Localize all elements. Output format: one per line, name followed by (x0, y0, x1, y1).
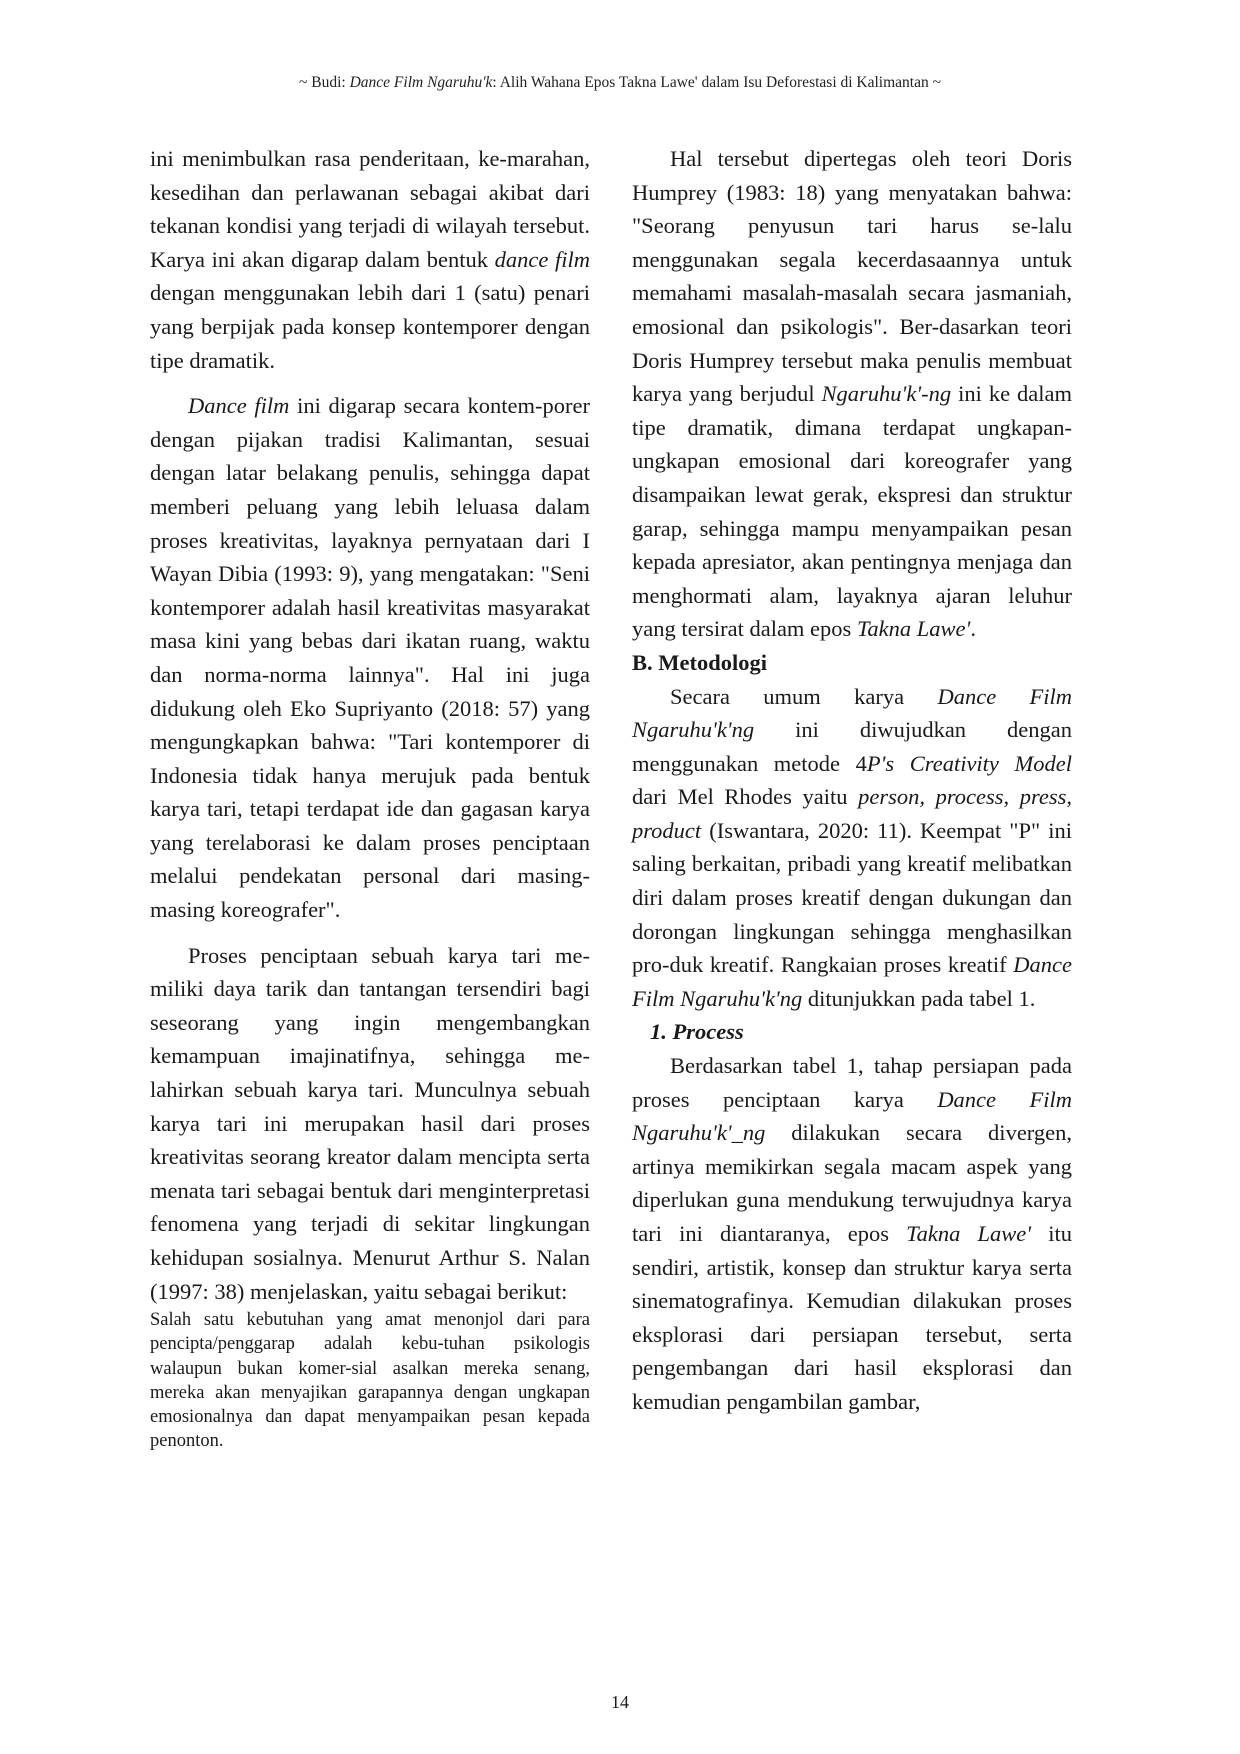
text: dari Mel Rhodes yaitu (632, 784, 859, 810)
italic-text: Takna Lawe' (856, 616, 971, 642)
text: . (970, 616, 976, 642)
left-column (150, 142, 590, 1453)
page-number: 14 (611, 1692, 629, 1712)
paragraph (150, 389, 590, 927)
text: Proses penciptaan sebuah karya tari me-miliki daya tarik dan tantangan tersendiri bagi seseorang yang ingin mengembangkan kemampuan imajinatifnya, sehingga me-lahirkan sebuah karya tari. Munculnya sebuah karya tari ini merupakan hasil dari proses kreativitas seorang kreator dalam mencipta serta menata tari sebagai bentuk dari menginterpretasi fenomena yang terjadi di sekitar lingkungan kehidupan sosialnya. Menurut Arthur S. Nalan (1997: 38) menjelaskan, yaitu sebagai berikut: (150, 942, 590, 1304)
text: ini digarap secara kontem-porer dengan pijakan tradisi Kalimantan, sesuai dengan latar belakang penulis, sehingga dapat memberi peluang yang lebih leluasa dalam proses kreativitas, layaknya pernyataan dari I Wayan Dibia (1993: 9), yang mengatakan: "Seni kontemporer adalah hasil kreativitas masyarakat masa kini yang bebas dari ikatan ruang, waktu dan norma-norma lainnya". Hal ini juga didukung oleh Eko Supriyanto (2018: 57) yang mengungkapkan bahwa: "Tari kontemporer di Indonesia tidak hanya merujuk pada bentuk karya tari, tetapi terdapat ide dan gagasan karya yang terelaborasi ke dalam proses penciptaan melalui pendekatan personal dari masing-masing koreografer". (150, 393, 590, 923)
section-heading: B. Metodologi (632, 649, 767, 675)
text: (Iswantara, 2020: 11). Keempat "P" ini saling berkaitan, pribadi yang kreatif melibatkan diri dalam proses kreatif dengan dukungan dan dorongan lingkungan sehingga menghasilkan pro-duk kreatif. Rangkaian proses kreatif (632, 817, 1072, 978)
paragraph (632, 142, 1072, 646)
running-header (0, 74, 1240, 92)
running-header-title-rest: : Alih Wahana Epos Takna Lawe' dalam Isu Deforestasi di Kalimantan ~ (492, 74, 941, 91)
block-quote (150, 1308, 590, 1453)
italic-text: dance film (494, 246, 590, 272)
text: ini ke dalam tipe dramatik, dimana terdapat ungkapan-ungkapan emosional dari koreografer yang disampaikan lewat gerak, ekspresi dan struktur garap, sehingga mampu menyampaikan pesan kepada apresiator, akan pentingnya menjaga dan menghormati alam, layaknya ajaran leluhur yang tersirat dalam epos (632, 381, 1072, 642)
text: ini menimbulkan rasa penderitaan, ke-marahan, kesedihan dan perlawanan sebagai akibat dari tekanan kondisi yang terjadi di wilayah tersebut. Karya ini akan digarap dalam bentuk (150, 146, 590, 272)
italic-text: Dance Film Ngaruhu'k'ng (632, 952, 1072, 1011)
italic-text: Ngaruhu'k'-ng (821, 381, 952, 407)
text: itu sendiri, artistik, konsep dan struktur karya serta sinematografinya. Kemudian dilakukan proses eksplorasi dari persiapan tersebut, serta pengembangan dari hasil eksplorasi dan kemudian pengambilan gambar, (632, 1221, 1072, 1414)
italic-text: person, process, press, product (632, 784, 1073, 843)
running-header-prefix: ~ Budi: (299, 74, 350, 91)
text: Secara umum karya (670, 683, 938, 709)
italic-text: Dance Film Ngaruhu'k'_ng (632, 1086, 1072, 1146)
right-column (632, 142, 1072, 1419)
italic-text: Takna Lawe' (906, 1221, 1032, 1246)
text: Berdasarkan tabel 1, tahap persiapan pada proses penciptaan karya (632, 1053, 1072, 1112)
text: dengan menggunakan lebih dari 1 (satu) penari yang berpijak pada konsep kontemporer dengan tipe dramatik. (150, 280, 590, 373)
text: dilakukan secara divergen, artinya memikirkan segala macam aspek yang diperlukan guna mendukung terwujudnya karya tari ini diantaranya, epos (632, 1120, 1072, 1246)
paragraph (150, 939, 590, 1309)
paragraph (632, 1049, 1072, 1419)
running-header-title-italic: Dance Film Ngaruhu'k (349, 74, 493, 91)
text: Hal tersebut dipertegas oleh teori Doris Humprey (1983: 18) yang menyatakan bahwa: "Seorang penyusun tari harus se-lalu menggunakan segala kecerdasaannya untuk memahami masalah-masalah secara jasmaniah, emosional dan psikologis". Ber-dasarkan teori Doris Humprey tersebut maka penulis membuat karya yang berjudul (632, 146, 1072, 407)
italic-text: P's Creativity Model (866, 750, 1072, 776)
subsection-heading: 1. Process (650, 1019, 744, 1045)
text: Salah satu kebutuhan yang amat menonjol dari para pencipta/penggarap adalah kebu-tuhan psikologis walaupun bukan komer-sial asalkan mereka senang, mereka akan menyajikan garapannya dengan ungkapan emosionalnya dan dapat menyampaikan pesan kepada penonton. (150, 1310, 590, 1452)
italic-text: Dance film (188, 393, 290, 419)
paragraph (150, 142, 590, 377)
text: ditunjukkan pada tabel 1. (802, 985, 1036, 1011)
text: ini diwujudkan dengan menggunakan metode 4 (632, 717, 1072, 776)
paragraph (632, 680, 1072, 1016)
italic-text: Dance Film Ngaruhu'k'ng (632, 683, 1073, 743)
